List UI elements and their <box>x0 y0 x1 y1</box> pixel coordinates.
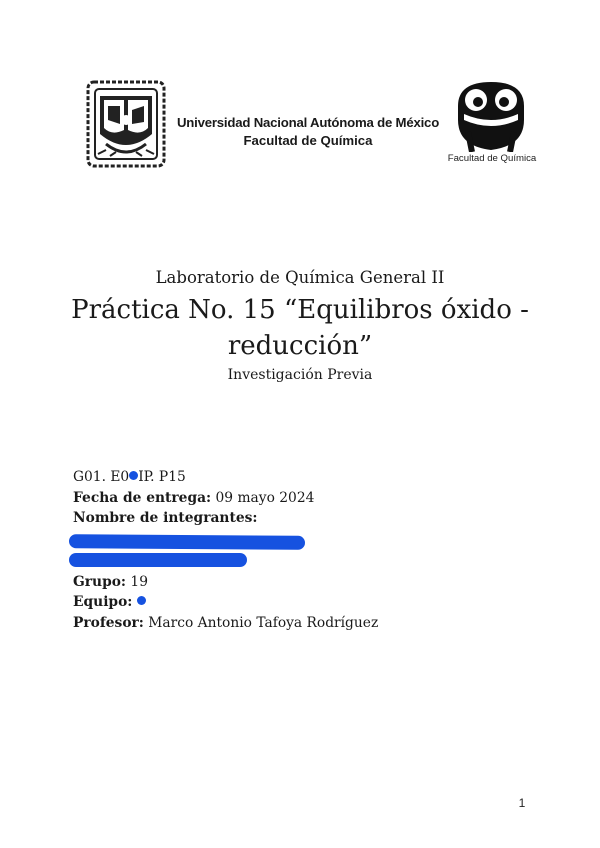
members-redacted <box>73 529 378 572</box>
code-suffix: IP. P15 <box>138 469 186 485</box>
redaction-dot <box>129 471 138 480</box>
delivery-date <box>73 488 378 509</box>
members <box>73 508 378 529</box>
redaction-mark <box>69 553 247 567</box>
document-code <box>73 467 378 488</box>
professor-label: Profesor: <box>73 614 144 631</box>
title-line-1: Práctica No. 15 “Equilibros óxido - <box>71 295 529 325</box>
delivery-label: Fecha de entrega: <box>73 489 212 506</box>
delivery-value: 09 mayo 2024 <box>211 489 315 506</box>
team <box>73 592 378 613</box>
unam-seal-logo <box>86 80 166 168</box>
practice-title <box>40 292 560 364</box>
university-name: Universidad Nacional Autónoma de México <box>176 115 440 130</box>
professor-value: Marco Antonio Tafoya Rodríguez <box>143 614 379 631</box>
logo-caption: Facultad de Química <box>447 153 537 164</box>
info-block <box>73 467 378 633</box>
facultad-quimica-logo <box>452 80 530 152</box>
faculty-name: Facultad de Química <box>243 133 373 148</box>
group <box>73 572 378 593</box>
professor <box>73 613 378 634</box>
team-label: Equipo: <box>73 594 133 610</box>
group-label: Grupo: <box>73 573 127 590</box>
code-prefix: G01. E0 <box>73 469 130 485</box>
members-label: Nombre de integrantes: <box>73 510 258 526</box>
lab-title: Laboratorio de Química General II <box>155 268 445 287</box>
redaction-mark <box>69 534 305 550</box>
page-number: 1 <box>518 796 526 810</box>
group-value: 19 <box>126 573 148 590</box>
title-line-2: reducción” <box>227 331 373 361</box>
institution-header <box>172 114 444 150</box>
redaction-dot <box>137 596 146 605</box>
subtitle: Investigación Previa <box>227 367 373 383</box>
